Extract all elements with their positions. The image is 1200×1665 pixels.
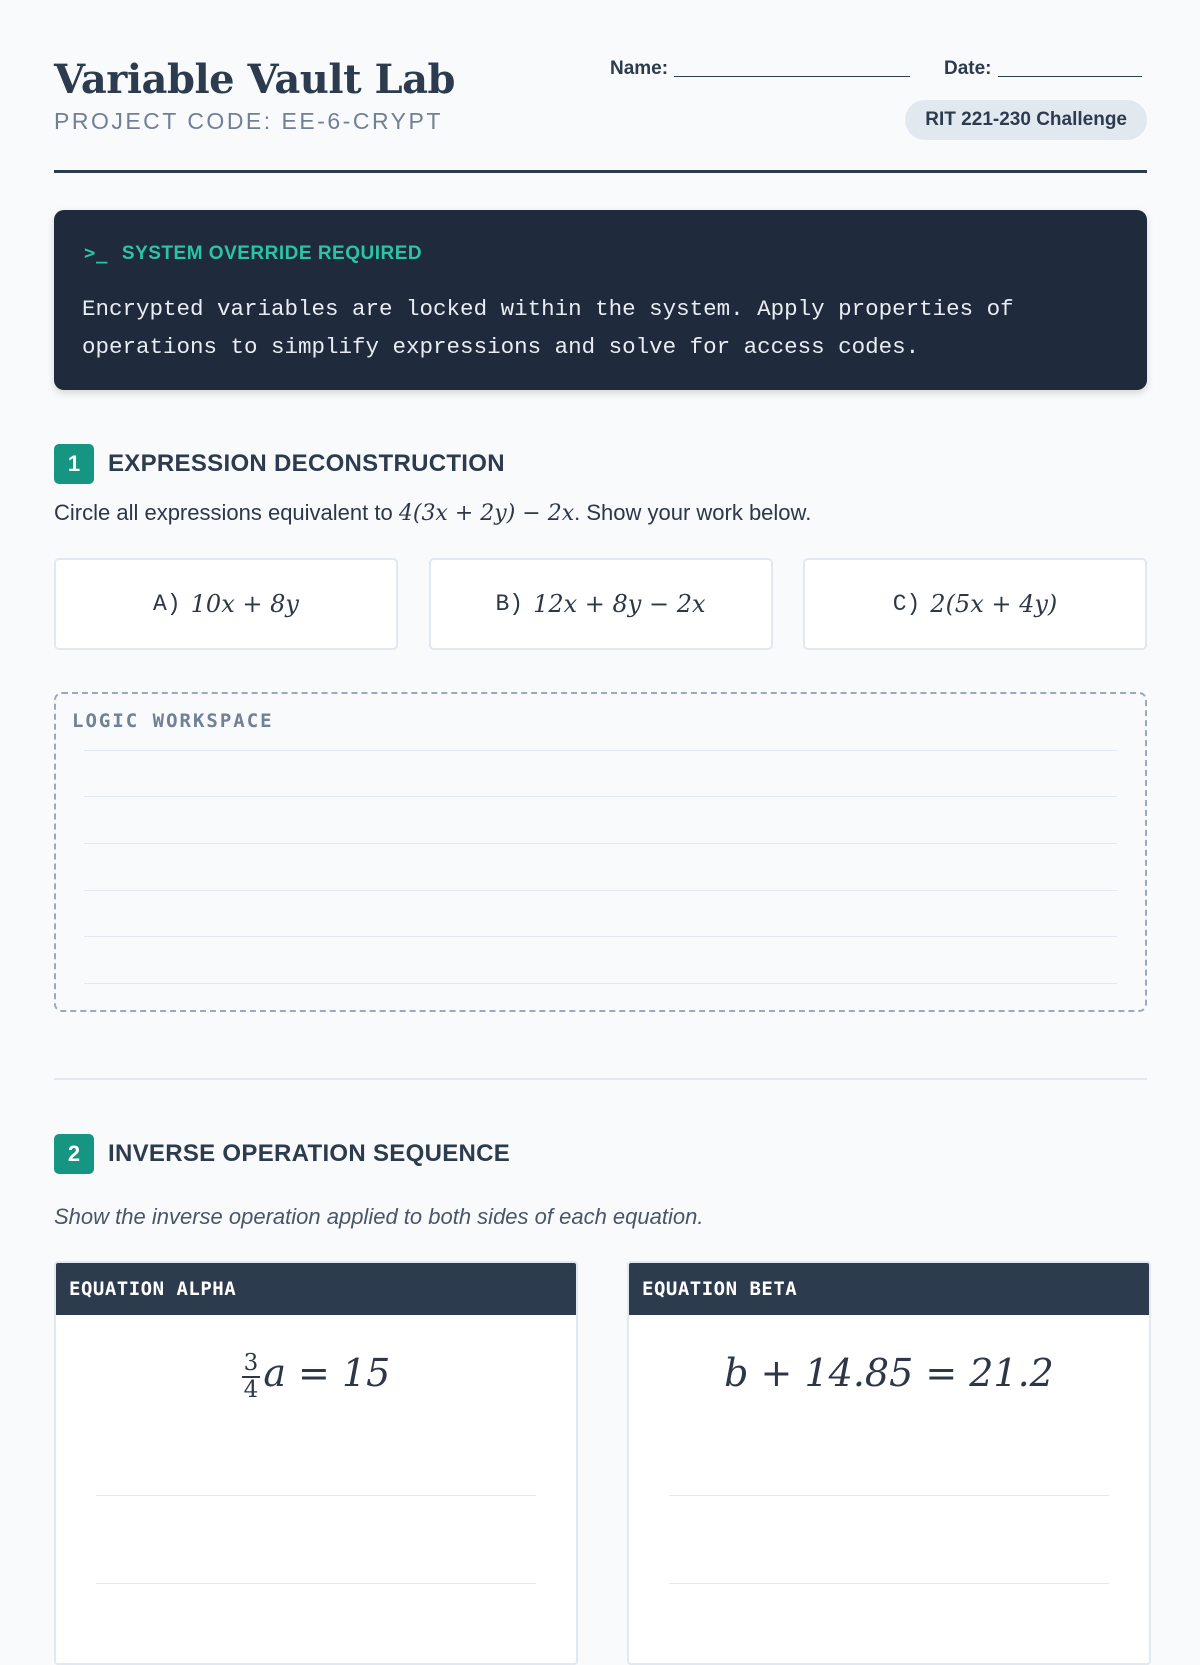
section-divider (54, 1078, 1147, 1080)
system-override-panel (54, 210, 1147, 390)
option-expression: 12x + 8y − 2x (533, 590, 706, 618)
equation-card-header: EQUATION ALPHA (56, 1263, 576, 1315)
option-expression: 10x + 8y (190, 590, 299, 618)
option-label: B) (495, 591, 524, 617)
workspace-line (84, 983, 1117, 984)
work-line (96, 1583, 536, 1584)
worksheet-page (54, 0, 1147, 1403)
section-number-badge: 1 (54, 444, 94, 484)
workspace-line (84, 890, 1117, 891)
equation-text: a = 15 (263, 1351, 391, 1395)
page-title: Variable Vault Lab (54, 56, 455, 103)
workspace-line (84, 843, 1117, 844)
fraction (242, 1351, 261, 1401)
prompt-text-end: . Show your work below. (574, 500, 812, 525)
terminal-prompt-icon: >_ (84, 242, 108, 264)
name-label: Name: (610, 58, 669, 79)
option-a[interactable] (54, 558, 398, 650)
prompt-text-start: Circle all expressions equivalent to (54, 500, 393, 525)
worksheet-header (54, 0, 1147, 173)
answer-options (54, 558, 1147, 650)
workspace-line (84, 750, 1117, 751)
date-field[interactable] (944, 58, 1142, 80)
name-blank-line[interactable] (674, 75, 910, 77)
question-prompt (54, 500, 811, 526)
equation-beta-card[interactable] (627, 1261, 1151, 1665)
section-title: EXPRESSION DECONSTRUCTION (108, 450, 505, 477)
date-blank-line[interactable] (998, 75, 1142, 77)
section-number-badge: 2 (54, 1134, 94, 1174)
option-label: C) (892, 591, 921, 617)
name-field[interactable] (610, 58, 910, 80)
option-c[interactable] (803, 558, 1147, 650)
workspace-label: LOGIC WORKSPACE (72, 710, 274, 732)
work-line (669, 1583, 1109, 1584)
equation-card-header: EQUATION BETA (629, 1263, 1149, 1315)
terminal-message: Encrypted variables are locked within the system. Apply properties of operations to simplify expressions and solve for access codes. (82, 296, 1014, 360)
workspace-line (84, 936, 1117, 937)
work-line (669, 1495, 1109, 1496)
project-code: PROJECT CODE: EE-6-CRYPT (54, 108, 443, 134)
terminal-heading: SYSTEM OVERRIDE REQUIRED (121, 243, 423, 264)
equation-alpha-card[interactable] (54, 1261, 578, 1665)
section-1-header (54, 444, 505, 484)
option-expression: 2(5x + 4y) (930, 590, 1058, 618)
terminal-heading-row (84, 242, 422, 265)
section-instruction: Show the inverse operation applied to both sides of each equation. (54, 1204, 704, 1229)
fraction-denominator: 4 (243, 1376, 259, 1403)
level-badge: RIT 221-230 Challenge (905, 100, 1147, 140)
target-expression: 4(3x + 2y) − 2x (398, 501, 575, 526)
option-label: A) (153, 591, 181, 617)
fraction-numerator: 3 (243, 1350, 259, 1377)
logic-workspace[interactable] (54, 692, 1147, 1012)
work-line (96, 1495, 536, 1496)
equation-alpha-expression (56, 1351, 576, 1402)
equation-beta-expression: b + 14.85 = 21.2 (724, 1351, 1054, 1395)
date-label: Date: (944, 58, 992, 79)
section-2-header (54, 1134, 510, 1174)
section-title: INVERSE OPERATION SEQUENCE (108, 1140, 511, 1167)
option-b[interactable] (429, 558, 773, 650)
workspace-line (84, 796, 1117, 797)
